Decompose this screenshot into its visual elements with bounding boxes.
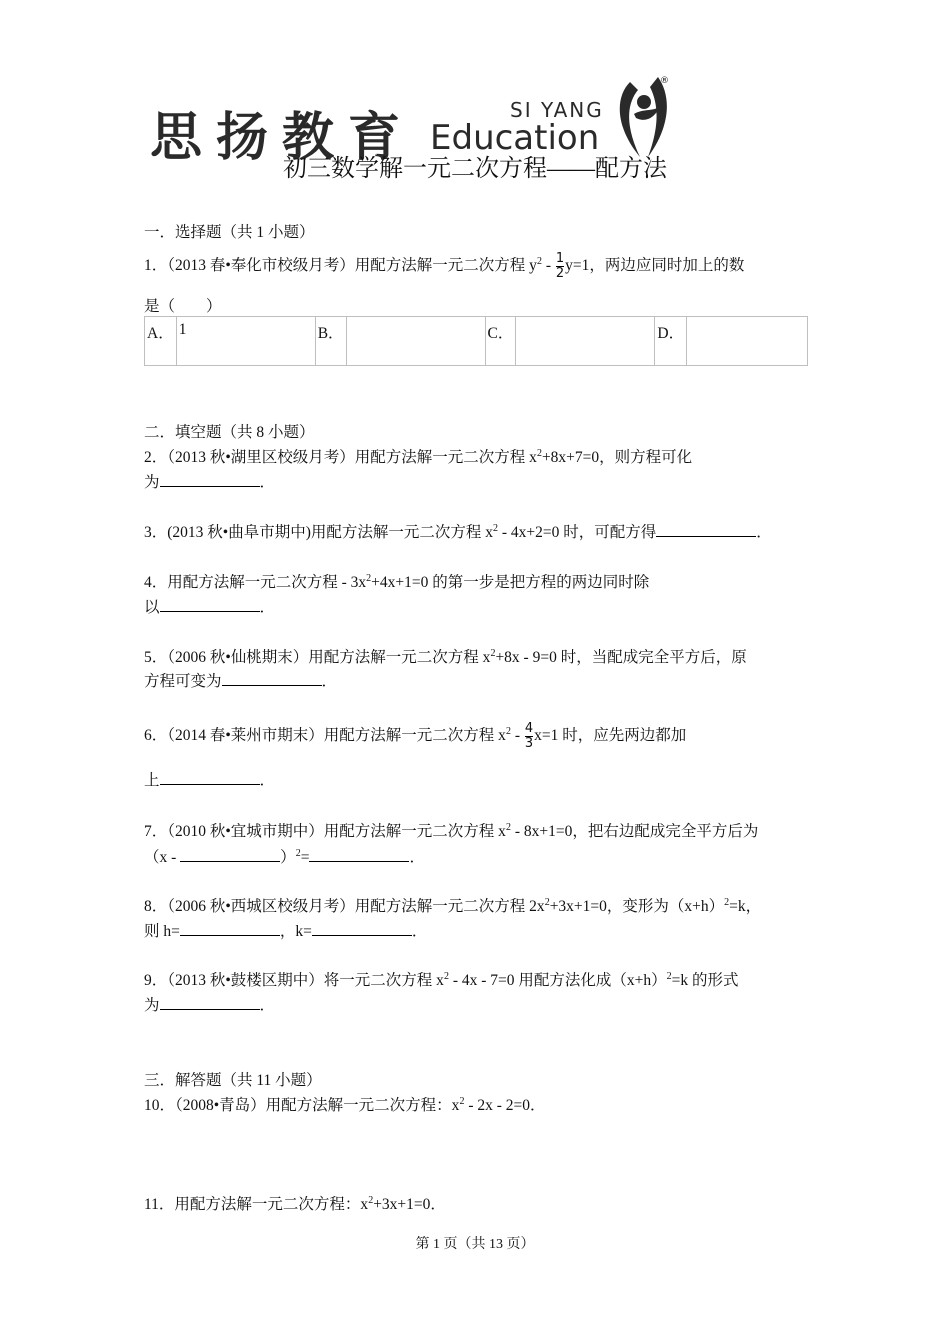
question-8-cont: 则 h= ，k= ． [144, 923, 428, 940]
page-footer: 第 1 页（共 13 页） [415, 1237, 535, 1252]
option-d-value [687, 317, 808, 366]
logo-en-top: SI YANG [510, 98, 604, 122]
answer-blank[interactable] [180, 921, 280, 936]
question-8: 8．（2006 秋•西城区校级月考）用配方法解一元二次方程 $2x^2+3x+1=0$，变形为$(x+h)^2=k$， [144, 896, 762, 915]
question-3: 3．(2013 秋•曲阜市期中)用配方法解一元二次方程 $x^2 - 4x+2=0$ 时，可配方得 ． [144, 522, 772, 541]
question-2-cont: 为 ． [144, 474, 276, 491]
question-9: 9．（2013 秋•鼓楼区期中）将一元二次方程 $x^2 - 4x - 7=0$ 用配方法化成$(x+h)^2=k$ 的形式 [144, 970, 739, 989]
answer-blank[interactable] [160, 995, 260, 1010]
option-a-label: A． [145, 317, 177, 366]
section-heading-choice: 一．选择题（共 1 小题） [144, 224, 315, 241]
option-a-value: 1 [176, 317, 315, 366]
section-heading-fill: 二．填空题（共 8 小题） [144, 424, 315, 441]
question-4: 4．用配方法解一元二次方程 - $3x^2+4x+1=0$ 的第一步是把方程的两边同时除 [144, 572, 650, 591]
fraction-four-thirds: $\frac{4}{3}$ [524, 721, 534, 751]
logo-chinese: 思扬教育 [150, 108, 415, 168]
question-6-cont: 上 ． [144, 772, 276, 789]
question-11: 11．用配方法解一元二次方程：$x^2+3x+1=0$． [144, 1194, 446, 1213]
answer-blank[interactable] [222, 671, 322, 686]
logo-en-bottom: Education [430, 118, 600, 158]
option-b-value [346, 317, 485, 366]
option-c-value [516, 317, 655, 366]
answer-blank[interactable] [656, 522, 756, 537]
registered-mark: ® [660, 76, 669, 86]
question-4-cont: 以 ． [144, 599, 276, 616]
question-5-cont: 方程可变为 ． [144, 673, 338, 690]
question-2: 2．（2013 秋•湖里区校级月考）用配方法解一元二次方程 $x^2+8x+7=0$，则方程可化 [144, 447, 693, 466]
options-table [144, 316, 808, 366]
option-d-label: D． [655, 317, 687, 366]
question-7-cont: （x - ）$^2$= ． [144, 847, 425, 866]
fraction-one-half: $\frac{1}{2}$ [555, 251, 565, 281]
question-1-cont: 是（ ） [144, 298, 222, 315]
answer-blank[interactable] [160, 597, 260, 612]
question-1: 1．（2013 春•奉化市校级月考）用配方法解一元二次方程 $y^2$ - $\frac{1}{2}$ y=1，两边应同时加上的数 [144, 251, 745, 281]
answer-blank[interactable] [160, 770, 260, 785]
page-title: 初三数学解一元二次方程——配方法 [283, 156, 667, 182]
answer-blank[interactable] [312, 921, 412, 936]
answer-blank[interactable] [309, 847, 409, 862]
section-heading-solve: 三．解答题（共 11 小题） [144, 1072, 322, 1089]
question-5: 5．（2006 秋•仙桃期末）用配方法解一元二次方程 $x^2+8x - 9=0$ 时，当配成完全平方后，原 [144, 647, 747, 666]
answer-blank[interactable] [160, 472, 260, 487]
answer-blank[interactable] [180, 847, 280, 862]
option-c-label: C． [485, 317, 516, 366]
question-10: 10．（2008•青岛）用配方法解一元二次方程：$x^2 - 2x - 2=0$． [144, 1095, 546, 1114]
question-6: 6．（2014 春•莱州市期末）用配方法解一元二次方程 $x^2$ - $\frac{4}{3}$ x=1 时，应先两边都加 [144, 721, 687, 751]
question-7: 7．（2010 秋•宜城市期中）用配方法解一元二次方程 $x^2 - 8x+1=0$，把右边配成完全平方后为 [144, 821, 759, 840]
question-9-cont: 为 ． [144, 997, 276, 1014]
option-b-label: B． [315, 317, 346, 366]
